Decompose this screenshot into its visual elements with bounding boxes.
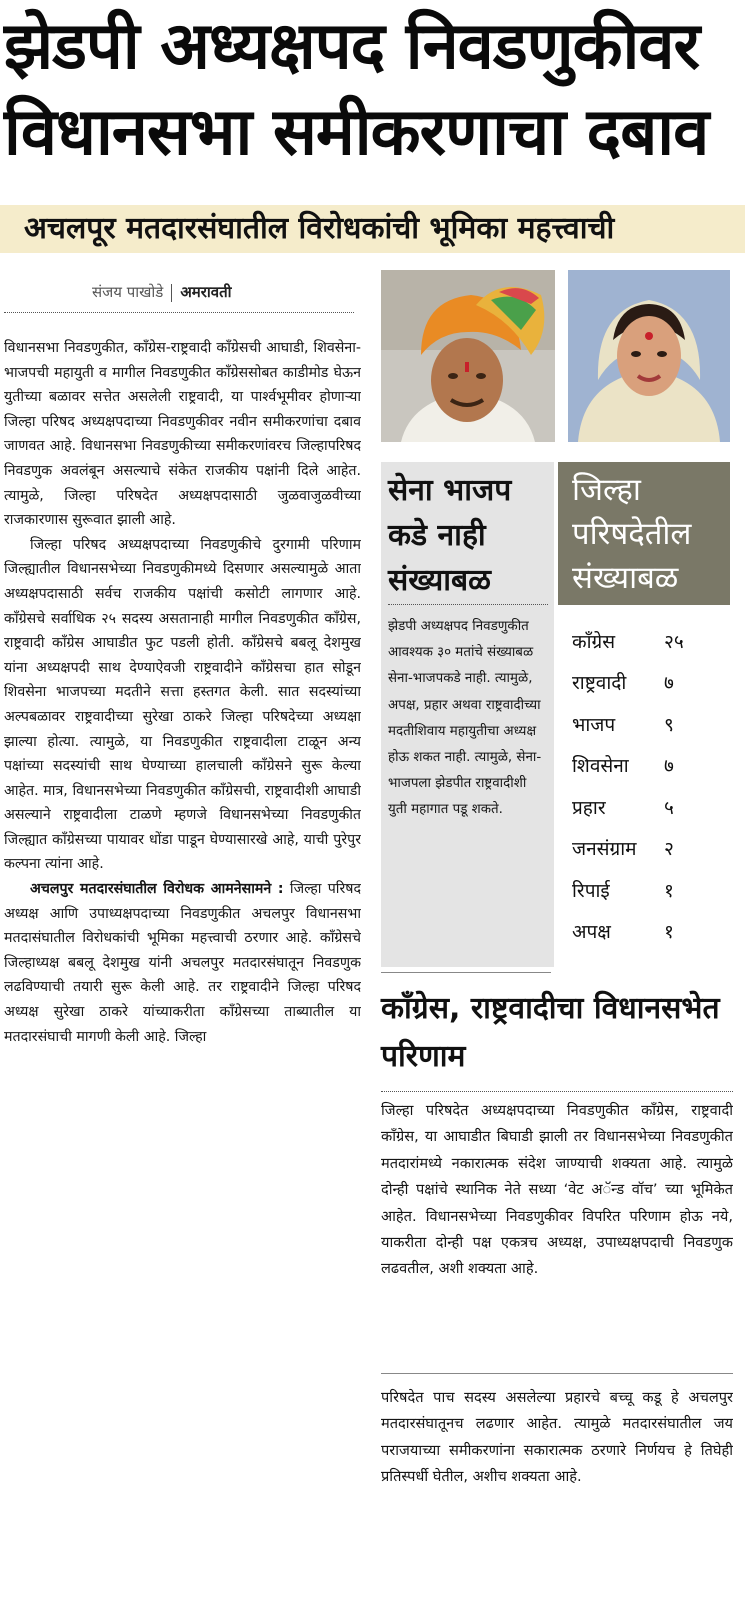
article-paragraph-2: जिल्हा परिषद अध्यक्षपदाच्या निवडणुकीचे दुरगामी परिणाम जिल्ह्यातील विधानसभेच्या निवडणुकीमध्ये दिसणार असल्यामुळे आता अध्यक्षपदासाठी सर्वच राजकीय पक्षांची कसोटी लागणार आहे. काँग्रेसचे सर्वाधिक २५ सदस्य असतानाही मागील निवडणुकीत काँग्रेस, राष्ट्रवादी काँग्रेस आघाडीत फुट पडली होती. काँग्रेसचे बबलू देशमुख यांना अध्यक्षपदी साथ देण्याऐवजी राष्ट्रवादीने काँग्रेसचा हात सोडून शिवसेना भाजपच्या मदतीने सत्ता हस्तगत केली. सात सदस्यांच्या अल्पबळावर राष्ट्रवादीच्या सुरेखा ठाकरे जिल्हा परिषदेच्या अध्यक्षा झाल्या होत्या. त्यामुळे, या निवडणुकीत राष्ट्रवादीला टाळून अन्य पक्षांच्या सदस्यांची साथ घेण्याच्या हालचाली काँग्रेसने सुरू केल्या आहेत. मात्र, विधानसभेच्या निवडणुकीत काँग्रेसची, राष्ट्रवादीशी आघाडी असल्याने राष्ट्रवादीला टाळणे म्हणजे विधानसभेच्या निवडणुकीत जिल्ह्यात काँग्रेसच्या पायावर धोंडा पाडून घेण्यासारखे आहे, याची पुरेपुर कल्पना त्यांना आहे. (4, 536, 361, 873)
party-name: प्रहार (572, 796, 606, 819)
party-row (572, 869, 732, 911)
party-count: २५ (664, 630, 684, 653)
mid-story-paragraph-2: परिषदेत पाच सदस्य असलेल्या प्रहारचे बच्चू कडू हे अचलपुर मतदारसंघातूनच लढणार आहेत. त्यामुळे मतदारसंघातील जय पराजयाच्या समीकरणांना सकारात्मक ठरणारे निर्णयच हे तिघेही प्रतिस्पर्धी घेतील, अशीच शक्यता आहे. (381, 1389, 733, 1486)
party-name: रिपाई (572, 879, 610, 902)
party-name: जनसंग्राम (572, 838, 637, 861)
party-name: शिवसेना (572, 755, 629, 778)
party-count: १ (664, 921, 674, 944)
strength-heading: जिल्हा परिषदेतील संख्याबळ (572, 472, 692, 596)
article-paragraph-3 (4, 877, 361, 1049)
party-row (572, 911, 732, 953)
left-column-article (4, 336, 361, 1600)
party-name: काँग्रेस (572, 630, 616, 653)
party-row (572, 745, 732, 787)
party-name: राष्ट्रवादी (572, 672, 627, 695)
politician-photo-woman (568, 270, 730, 442)
article-paragraph-1: विधानसभा निवडणुकीत, काँग्रेस-राष्ट्रवादी काँग्रेसची आघाडी, शिवसेना-भाजपची महायुती व मागील निवडणुकीत काँग्रेससोबत काडीमोड घेऊन युतीच्या बळावर सत्तेत असलेली राष्ट्रवादी, या पार्श्वभूमीवर होणाऱ्या जिल्हा परिषद अध्यक्षपदाच्या निवडणुकीवर नवीन समीकरणांचा दबाव जाणवत आहे. विधानसभा निवडणुकीच्या समीकरणांवरच जिल्हापरिषद निवडणुक अवलंबून असल्याचे संकेत राजकीय पक्षांनी दिले आहेत. त्यामुळे, जिल्हा परिषदेत अध्यक्षपदासाठी जुळवाजुळवीच्या राजकारणास सुरूवात झाली आहे. (4, 340, 361, 529)
party-row (572, 620, 732, 662)
party-name: भाजप (572, 713, 616, 736)
party-row (572, 828, 732, 870)
party-count: ९ (664, 713, 674, 736)
headline-line-2: विधानसभा समीकरणाचा दबाव (4, 95, 709, 170)
sena-bjp-divider (388, 604, 548, 605)
party-strength-table (572, 620, 732, 952)
subheadline: अचलपूर मतदारसंघातील विरोधकांची भूमिका महत्त्वाची (24, 211, 615, 246)
party-count: ७ (664, 755, 674, 778)
byline (92, 282, 232, 302)
mid-story-divider (381, 1091, 733, 1092)
politician-portrait-woman (568, 270, 730, 442)
party-count: ७ (664, 672, 674, 695)
byline-location: अमरावती (180, 283, 232, 301)
mid-story-paragraph-1: जिल्हा परिषदेत अध्यक्षपदाच्या निवडणुकीत काँग्रेस, राष्ट्रवादी काँग्रेस, या आघाडीत बिघाडी झाली तर विधानसभेच्या निवडणुकीत मतदारांमध्ये नकारात्मक संदेश जाण्याची शक्यता आहे. त्यामुळे दोन्ही पक्षांचे स्थानिक नेते सध्या ‘वेट अॅन्ड वॉच’ च्या भूमिकेत आहेत. विधानसभेच्या निवडणुकीवर विपरित परिणाम होऊ नये, याकरीता दोन्ही पक्ष एकत्रच अध्यक्ष, उपाध्यक्षपदाची निवडणुक लढवतील, अशी शक्यता आहे. (381, 1102, 733, 1278)
politician-photo-man (381, 270, 555, 442)
sena-box-bottom-rule (381, 972, 551, 973)
party-count: ५ (664, 796, 674, 819)
sena-bjp-body: झेडपी अध्यक्षपद निवडणुकीत आवश्यक ३० मतांचे संख्याबळ सेना-भाजपकडे नाही. त्यामुळे, अपक्ष, प्रहार अथवा राष्ट्रवादीच्या मदतीशिवाय महायुतीचा अध्यक्ष होऊ शकत नाही. त्यामुळे, सेना-भाजपला झेडपीत राष्ट्रवादीशी युती महागात पडू शकते. (388, 619, 542, 818)
article-paragraph-3-lead: अचलपुर मतदारसंघातील विरोधक आमनेसामने : (30, 881, 284, 898)
byline-separator (171, 284, 172, 302)
article-paragraph-3-body: जिल्हा परिषद अध्यक्ष आणि उपाध्यक्षपदाच्या निवडणुकीत अचलपुर विधानसभा मतदासंघातील विरोधकांची भूमिका महत्त्वाची ठरणार आहे. काँग्रेसचे जिल्हाध्यक्ष बबलू देशमुख यांनी अचलपुर मतदारसंघातून निवडणुक लढविण्याची तयारी सुरू केली आहे. तर राष्ट्रवादीने जिल्हा परिषद अध्यक्ष सुरेखा ठाकरे यांच्याकरीता काँग्रेसच्या ताब्यातील या मतदारसंघाची मागणी केली आहे. जिल्हा (4, 881, 361, 1045)
headline-line-1: झेडपी अध्यक्षपद निवडणुकीवर (4, 9, 700, 84)
party-count: २ (664, 838, 674, 861)
headline (4, 4, 744, 176)
politician-portrait-man (381, 270, 555, 442)
mid-story-separator (381, 1373, 733, 1374)
byline-author: संजय पाखोडे (92, 283, 164, 301)
party-row (572, 662, 732, 704)
sena-bjp-heading: सेना भाजप कडे नाही संख्याबळ (388, 473, 512, 598)
party-count: १ (664, 879, 674, 902)
party-row (572, 786, 732, 828)
party-row (572, 703, 732, 745)
party-name: अपक्ष (572, 921, 611, 944)
mid-story-heading: काँग्रेस, राष्ट्रवादीचा विधानसभेत परिणाम (381, 991, 720, 1074)
byline-divider (4, 312, 354, 313)
